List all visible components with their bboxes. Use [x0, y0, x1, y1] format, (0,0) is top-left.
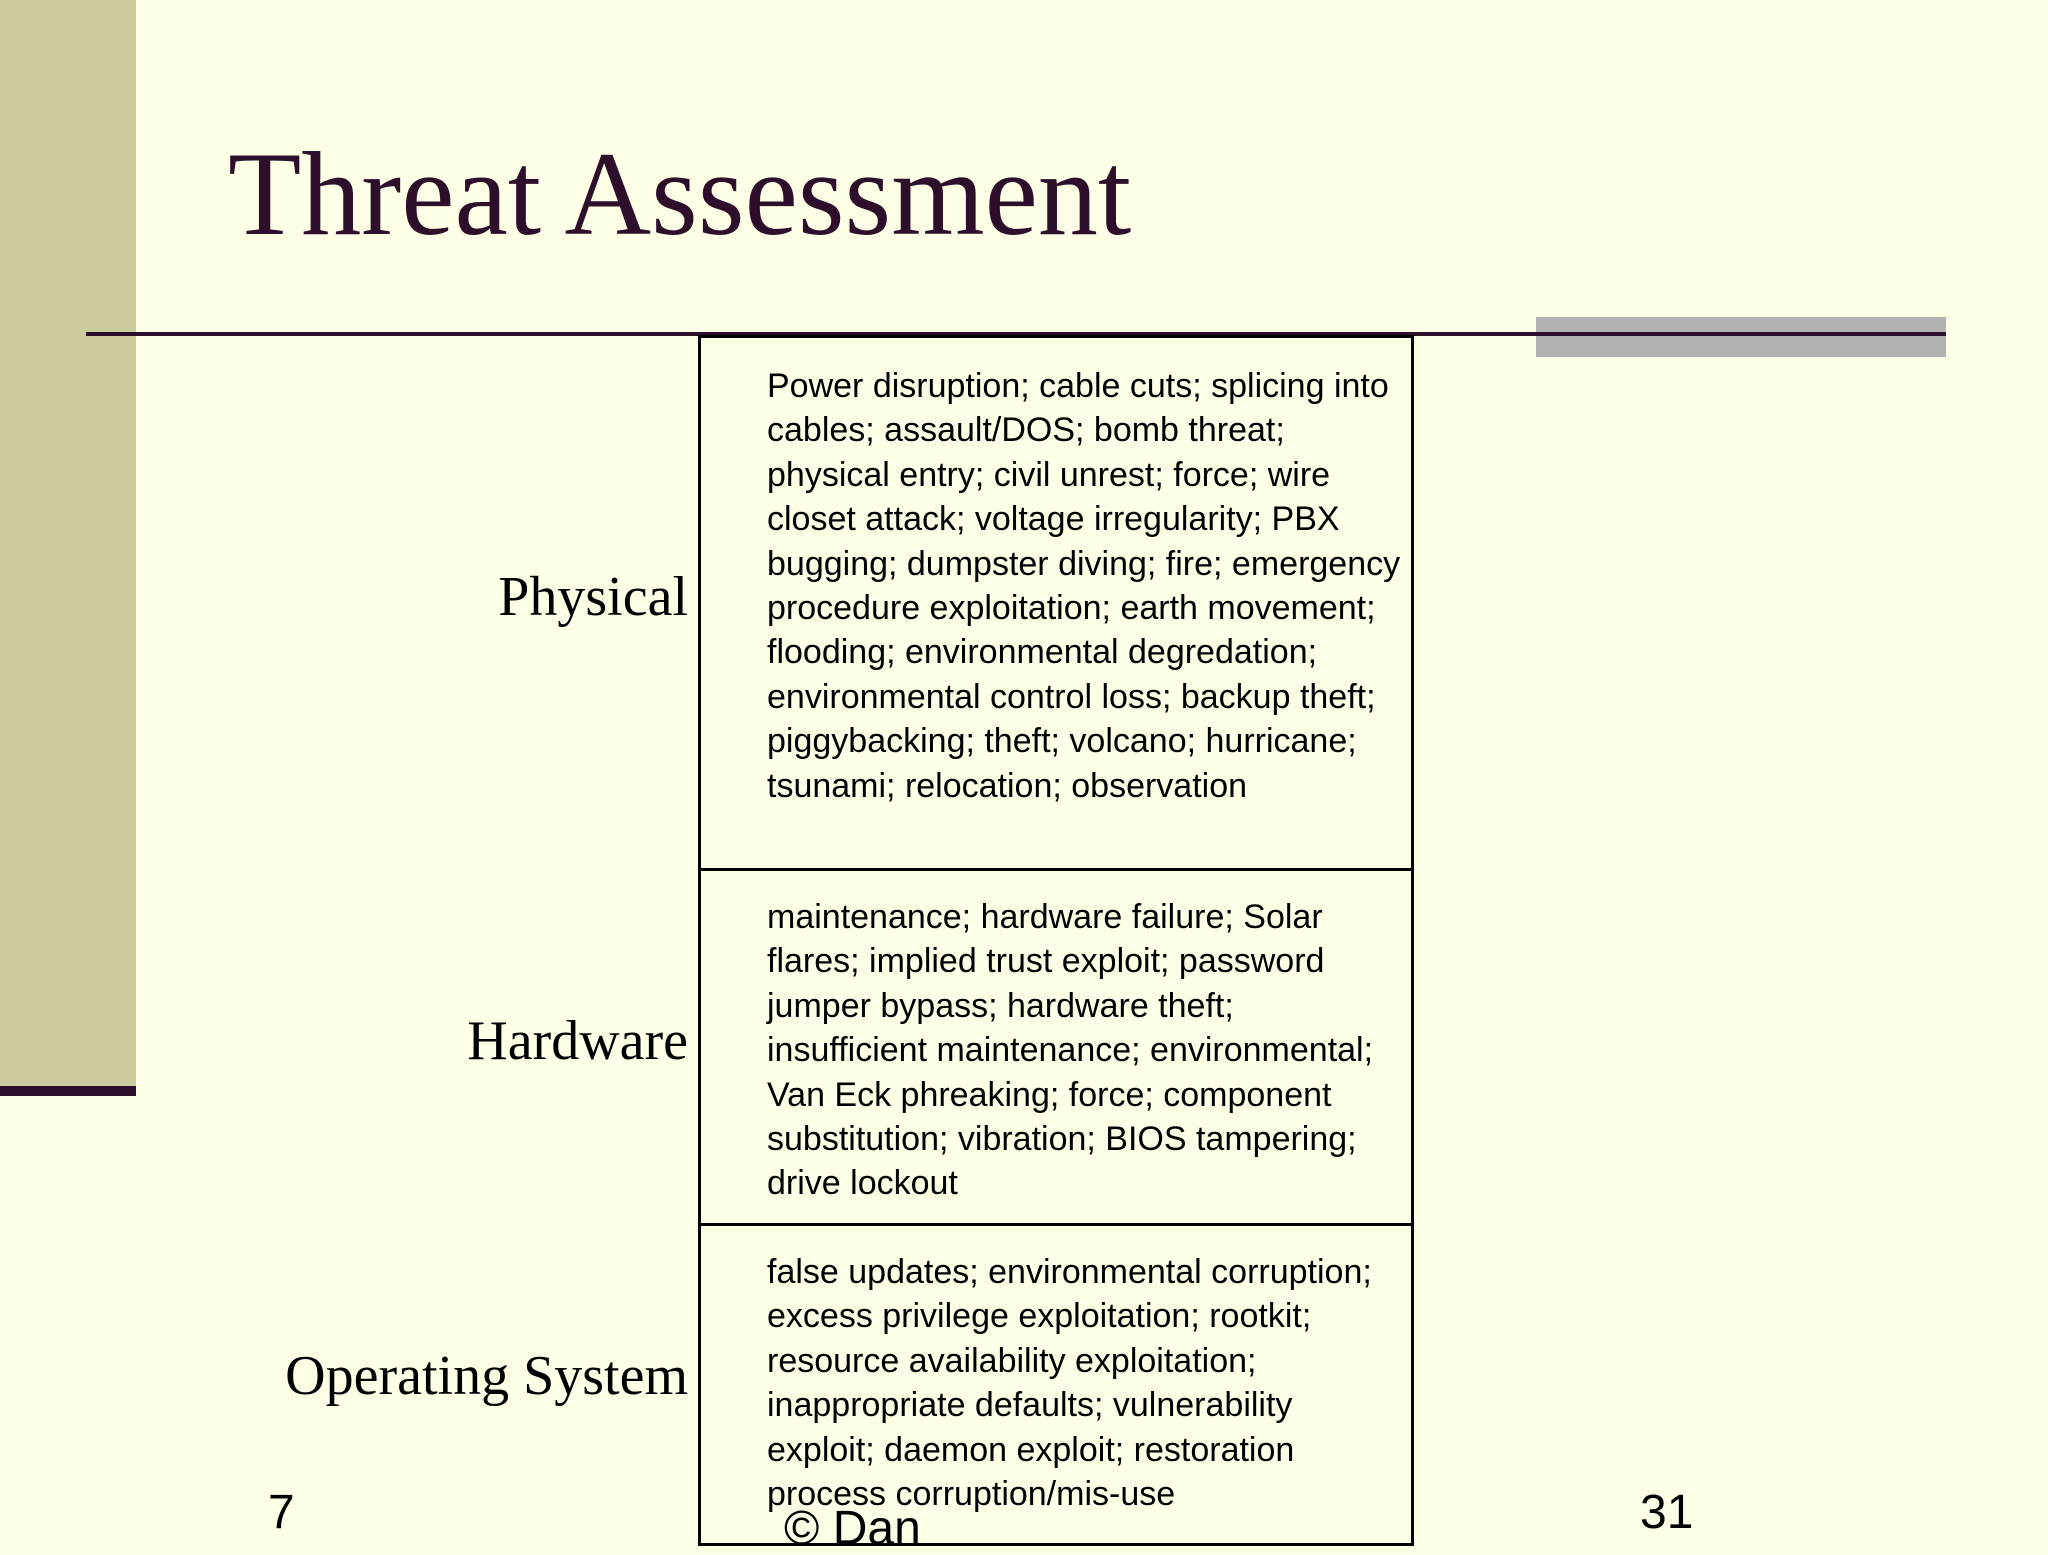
footer-left-text: 7 [268, 1486, 295, 1539]
threat-cell-operating-system: false updates; environmental corruption; excess privilege exploitation; rootkit; resource availability exploitation; inappropriate defaults; vulnerability exploit; daemon exploit; restoration process corruption/mis-use [701, 1226, 1411, 1546]
threat-cell-hardware: maintenance; hardware failure; Solar flares; implied trust exploit; password jumper bypass; hardware theft; insufficient maintenance; environmental; Van Eck phreaking; force; component substitution; vibration; BIOS tampering; drive lockout [701, 871, 1411, 1226]
left-decorative-bar [0, 0, 136, 1086]
category-label-hardware: Hardware [467, 1010, 688, 1072]
threat-table [698, 335, 1414, 1546]
gray-accent-rule [1536, 332, 1946, 336]
page-number: 31 [1640, 1486, 1694, 1539]
category-label-physical: Physical [498, 566, 688, 628]
category-label-operating-system: Operating System [285, 1345, 688, 1407]
gray-accent-block [1536, 317, 1946, 357]
threat-cell-physical: Power disruption; cable cuts; splicing into cables; assault/DOS; bomb threat; physical entry; civil unrest; force; wire closet attack; voltage irregularity; PBX bugging; dumpster diving; fire; emergency procedure exploitation; earth movement; flooding; environmental degredation; environmental control loss; backup theft; piggybacking; theft; volcano; hurricane; tsunami; relocation; observation [701, 338, 1411, 871]
left-bar-underline [0, 1086, 136, 1096]
slide-title: Threat Assessment [228, 127, 1132, 260]
footer-copyright: © Dan [784, 1502, 921, 1555]
